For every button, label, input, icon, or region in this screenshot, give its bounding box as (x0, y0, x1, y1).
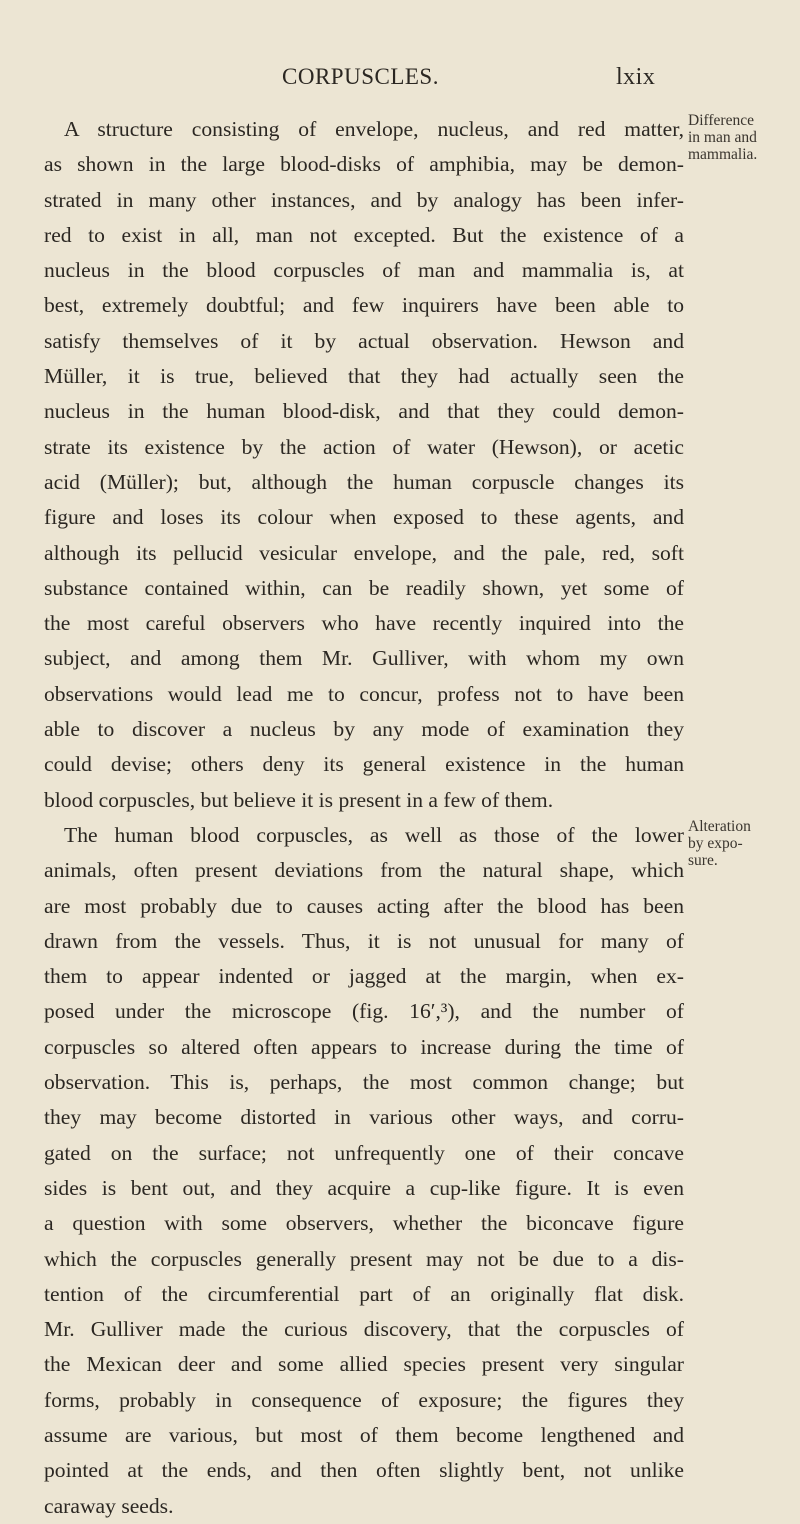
margin-note-line: Alteration (688, 818, 751, 835)
text-line: gated on the surface; not unfrequently one of their concave (44, 1140, 684, 1165)
paragraph (44, 112, 684, 818)
text-line: Müller, it is true, believed that they had actually seen the (44, 364, 684, 389)
text-line: assume are various, but most of them become lengthened and (44, 1422, 684, 1447)
text-line: a question with some observers, whether the biconcave figure (44, 1211, 684, 1236)
text-line: caraway seeds. (44, 1493, 174, 1518)
margin-note-alteration (688, 818, 800, 869)
text-line: subject, and among them Mr. Gulliver, with whom my own (44, 646, 684, 671)
text-line: strate its existence by the action of water (Hewson), or acetic (44, 434, 684, 459)
margin-note-line: Difference (688, 112, 754, 129)
text-line: observations would lead me to concur, profess not to have been (44, 681, 684, 706)
text-line: although its pellucid vesicular envelope, and the pale, red, soft (44, 540, 684, 565)
text-line: as shown in the large blood-disks of amphibia, may be demon- (44, 152, 684, 177)
text-line: substance contained within, can be readily shown, yet some of (44, 575, 684, 600)
text-line: blood corpuscles, but believe it is present in a few of them. (44, 787, 554, 812)
paragraph (44, 818, 684, 1524)
text-line: corpuscles so altered often appears to increase during the time of (44, 1034, 684, 1059)
page-number: lxix (616, 64, 656, 90)
running-title: CORPUSCLES. (282, 64, 439, 89)
text-line: observation. This is, perhaps, the most common change; but (44, 1070, 684, 1095)
text-line: The human blood corpuscles, as well as those of the lower (64, 822, 684, 847)
text-line: acid (Müller); but, although the human corpuscle changes its (44, 469, 684, 494)
text-line: nucleus in the human blood-disk, and that they could demon- (44, 399, 684, 424)
text-line: could devise; others deny its general existence in the human (44, 752, 684, 777)
text-line: strated in many other instances, and by analogy has been infer- (44, 187, 684, 212)
text-line: animals, often present deviations from the natural shape, which (44, 858, 684, 883)
text-line: which the corpuscles generally present may not be due to a dis- (44, 1246, 684, 1271)
text-line: pointed at the ends, and then often slightly bent, not unlike (44, 1458, 684, 1483)
text-line: posed under the microscope (fig. 16′,³), and the number of (44, 999, 684, 1024)
text-line: the Mexican deer and some allied species present very singular (44, 1352, 684, 1377)
text-line: drawn from the vessels. Thus, it is not unusual for many of (44, 928, 684, 953)
text-line: figure and loses its colour when exposed to these agents, and (44, 505, 684, 530)
text-line: best, extremely doubtful; and few inquirers have been able to (44, 293, 684, 318)
margin-note-line: mammalia. (688, 146, 758, 163)
text-line: able to discover a nucleus by any mode of examination they (44, 717, 684, 742)
text-line: red to exist in all, man not excepted. But the existence of a (44, 222, 684, 247)
text-line: them to appear indented or jagged at the margin, when ex- (44, 964, 684, 989)
text-line: satisfy themselves of it by actual observation. Hewson and (44, 328, 684, 353)
main-text (44, 112, 684, 1524)
text-line: are most probably due to causes acting after the blood has been (44, 893, 684, 918)
margin-note-line: in man and (688, 129, 757, 146)
text-line: they may become distorted in various other ways, and corru- (44, 1105, 684, 1130)
text-line: nucleus in the blood corpuscles of man and mammalia is, at (44, 258, 684, 283)
text-line: Mr. Gulliver made the curious discovery, that the corpuscles of (44, 1317, 684, 1342)
margin-note-difference (688, 112, 800, 163)
text-line: forms, probably in consequence of exposure; the figures they (44, 1387, 684, 1412)
margin-note-line: sure. (688, 852, 718, 869)
text-line: the most careful observers who have recently inquired into the (44, 611, 684, 636)
text-line: sides is bent out, and they acquire a cup-like figure. It is even (44, 1175, 684, 1200)
text-line: tention of the circumferential part of an originally flat disk. (44, 1281, 684, 1306)
margin-note-line: by expo- (688, 835, 743, 852)
text-line: A structure consisting of envelope, nucleus, and red matter, (64, 117, 684, 141)
